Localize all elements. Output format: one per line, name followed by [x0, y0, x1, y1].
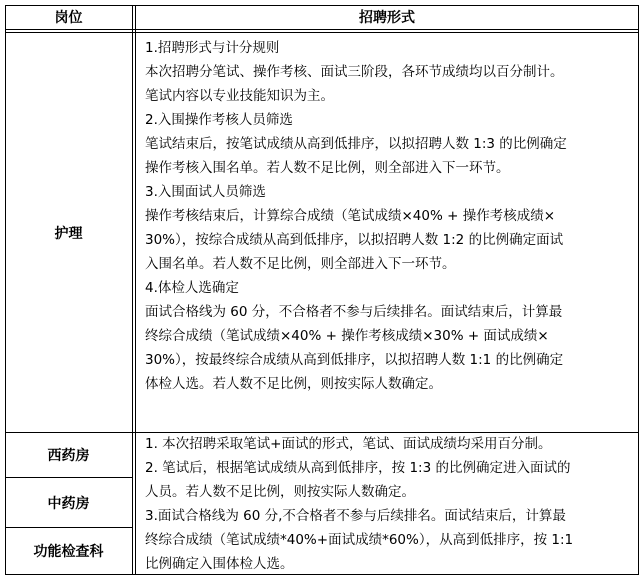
table-header-double-line-1 [5, 29, 639, 30]
pharmacy-line: 1. 本次招聘采取笔试+面试的形式，笔试、面试成绩均采用百分制。 [145, 436, 552, 452]
nursing-line: 体检人选。若人数不足比例，则按实际人数确定。 [145, 376, 442, 392]
pharmacy-line: 终综合成绩（笔试成绩*40%+面试成绩*60%），从高到低排序，按 1:1 [145, 532, 574, 548]
nursing-line: 30%），按最终综合成绩从高到低排序，以拟招聘人数 1:1 的比例确定 [145, 352, 564, 368]
position-western-pharmacy: 西药房 [47, 448, 90, 464]
nursing-line: 面试合格线为 60 分，不合格者不参与后续排名。面试结束后，计算最 [145, 304, 563, 320]
nursing-method-text [145, 36, 639, 396]
nursing-line: 操作考核结束后，计算综合成绩（笔试成绩×40% + 操作考核成绩× [145, 208, 556, 224]
nursing-line: 终综合成绩（笔试成绩×40% + 操作考核成绩×30% + 面试成绩× [145, 328, 549, 344]
column-divider [132, 5, 133, 575]
position-nursing: 护理 [54, 225, 83, 242]
nursing-line: 笔试结束后，按笔试成绩从高到低排序，以拟招聘人数 1:3 的比例确定 [145, 136, 567, 152]
nursing-line: 1.招聘形式与计分规则 [145, 40, 280, 56]
pharmacy-method-text [145, 432, 639, 576]
nursing-line: 2.入围操作考核人员筛选 [145, 112, 293, 128]
nursing-line: 3.入围面试人员筛选 [145, 184, 266, 200]
nursing-line: 4.体检人选确定 [145, 280, 239, 296]
pharmacy-line: 比例确定入围体检人选。 [145, 556, 294, 572]
pharmacy-line: 3.面试合格线为 60 分,不合格者不参与后续排名。面试结束后，计算最 [145, 508, 566, 524]
recruitment-table [5, 5, 639, 575]
nursing-line: 入围名单。若人数不足比例，则全部进入下一环节。 [145, 256, 456, 272]
header-position: 岗位 [54, 10, 83, 26]
nursing-line: 本次招聘分笔试、操作考核、面试三阶段，各环节成绩均以百分制计。 [145, 64, 564, 80]
position-chinese-pharmacy: 中药房 [47, 495, 90, 512]
nursing-line: 笔试内容以专业技能知识为主。 [145, 88, 334, 104]
header-recruitment-method: 招聘形式 [359, 10, 415, 26]
column-divider-double [135, 5, 136, 575]
nursing-line: 操作考核入围名单。若人数不足比例，则全部进入下一环节。 [145, 160, 510, 176]
position-function-exam: 功能检查科 [33, 544, 104, 560]
pharmacy-line: 2. 笔试后，根据笔试成绩从高到低排序，按 1:3 的比例确定进入面试的 [145, 460, 571, 476]
nursing-line: 30%），按综合成绩从高到低排序，以拟招聘人数 1:2 的比例确定面试 [145, 232, 564, 248]
pharmacy-line: 人员。若人数不足比例，则按实际人数确定。 [145, 484, 415, 500]
